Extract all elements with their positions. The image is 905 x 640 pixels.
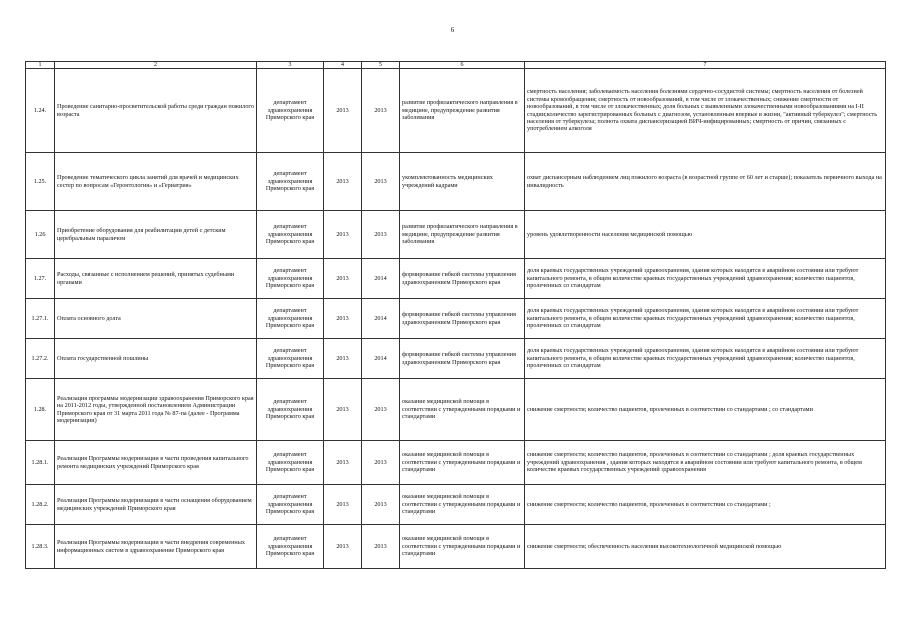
row-number: 1.28. xyxy=(26,379,55,441)
row-number: 1.26 xyxy=(26,211,55,259)
row-number: 1.27.2. xyxy=(26,339,55,379)
target-indicators: снижение смертности; количество пациентов, пролеченных в соответствии со стандартами ; xyxy=(525,485,886,525)
column-number: 3 xyxy=(257,62,324,69)
target-indicators: снижение смертности; обеспеченность населения высокотехнологичной медицинской помощью xyxy=(525,525,886,569)
row-number: 1.27.1. xyxy=(26,299,55,339)
target-indicators: снижение смертности; количество пациентов, пролеченных в соответствии со стандартами ; доля краевых государственных учреждений здравоохранения , здания которых находятся в аварийном состоянии или требуют капитального ремонта, в общем количестве краевых государственных учреждений здравоохранения xyxy=(525,441,886,485)
direction: оказание медицинской помощи в соответствии с утвержденными порядками и стандартами xyxy=(400,441,525,485)
table-row xyxy=(26,441,886,485)
start-year: 2013 xyxy=(324,153,362,211)
measure-description: Реализация Программы модернизации в части проведения капитального ремонта медицинских учреждений Приморского края xyxy=(55,441,257,485)
responsible-department: департамент здравоохранения Приморского края xyxy=(257,525,324,569)
target-indicators: снижение смертности; количество пациентов, пролеченных в соответствии со стандартами ; со стандартами xyxy=(525,379,886,441)
start-year: 2013 xyxy=(324,441,362,485)
table-row xyxy=(26,485,886,525)
row-number: 1.28.2. xyxy=(26,485,55,525)
measure-description: Реализация программы модернизации здравоохранения Приморского края на 2011-2012 годы, утвержденной постановлением Администрации Приморского края от 31 марта 2011 года № 87-па (далее - Программа модернизации) xyxy=(55,379,257,441)
measure-description: Реализация Программы модернизации в части оснащения оборудованием медицинских учреждений Приморского края xyxy=(55,485,257,525)
row-number: 1.25. xyxy=(26,153,55,211)
end-year: 2013 xyxy=(362,211,400,259)
table-row xyxy=(26,259,886,299)
column-number: 2 xyxy=(55,62,257,69)
start-year: 2013 xyxy=(324,211,362,259)
responsible-department: департамент здравоохранения Приморского края xyxy=(257,211,324,259)
column-number: 7 xyxy=(525,62,886,69)
measure-description: Приобретение оборудования для реабилитации детей с детским церебральным параличом xyxy=(55,211,257,259)
end-year: 2013 xyxy=(362,485,400,525)
measure-description: Расходы, связанные с исполнением решений, принятых судебными органами xyxy=(55,259,257,299)
direction: развитие профилактического направления в медицине, предупреждение развития заболевания xyxy=(400,211,525,259)
responsible-department: департамент здравоохранения Приморского края xyxy=(257,339,324,379)
responsible-department: департамент здравоохранения Приморского края xyxy=(257,153,324,211)
end-year: 2013 xyxy=(362,441,400,485)
column-number: 6 xyxy=(400,62,525,69)
start-year: 2013 xyxy=(324,379,362,441)
end-year: 2013 xyxy=(362,153,400,211)
row-number: 1.24. xyxy=(26,69,55,153)
column-number-row xyxy=(26,62,886,69)
target-indicators: смертность населения; заболеваемость населения болезнями сердечно-сосудистой системы; смертность населения от болезней системы кровообращения; смертность от новообразований, в том числе от злокачественных; снижение смертности от новообразований, в том числе от злокачественных; доля больных с выявленными злокачественными новообразованиями на I-II стадии;количество зарегистрированных больных с диагнозом, установленным впервые в жизни, "активный туберкулез"; смертность населения от туберкулеза; полнота охвата диспансеризацией ВИЧ-инфицированных; смертность от причин, связанных с употреблением алкоголя xyxy=(525,69,886,153)
responsible-department: департамент здравоохранения Приморского края xyxy=(257,259,324,299)
target-indicators: доля краевых государственных учреждений здравоохранения, здания которых находятся в аварийном состоянии или требуют капитального ремонта, в общем количестве краевых государственных учреждений здравоохранения; количество пациентов, пролеченных со стандартам xyxy=(525,339,886,379)
direction: оказание медицинской помощи в соответствии с утвержденными порядками и стандартами xyxy=(400,485,525,525)
start-year: 2013 xyxy=(324,69,362,153)
responsible-department: департамент здравоохранения Приморского края xyxy=(257,485,324,525)
end-year: 2014 xyxy=(362,259,400,299)
start-year: 2013 xyxy=(324,485,362,525)
table-row xyxy=(26,211,886,259)
table-row xyxy=(26,525,886,569)
responsible-department: департамент здравоохранения Приморского края xyxy=(257,69,324,153)
direction: оказание медицинской помощи в соответствии с утвержденными порядками и стандартами xyxy=(400,525,525,569)
direction: оказание медицинской помощи в соответствии с утвержденными порядками и стандартами xyxy=(400,379,525,441)
row-number: 1.28.3. xyxy=(26,525,55,569)
start-year: 2013 xyxy=(324,339,362,379)
column-number: 4 xyxy=(324,62,362,69)
measures-table xyxy=(25,61,886,569)
measure-description: Оплата государственной пошлины xyxy=(55,339,257,379)
responsible-department: департамент здравоохранения Приморского края xyxy=(257,441,324,485)
direction: формирование гибкой системы управления здравоохранением Приморского края xyxy=(400,299,525,339)
table-row xyxy=(26,69,886,153)
direction: формирование гибкой системы управления здравоохранением Приморского края xyxy=(400,259,525,299)
table-row xyxy=(26,299,886,339)
row-number: 1.28.1. xyxy=(26,441,55,485)
direction: развитие профилактического направления в медицине, предупреждение развития заболевания xyxy=(400,69,525,153)
direction: укомплектованность медицинских учреждений кадрами xyxy=(400,153,525,211)
end-year: 2013 xyxy=(362,379,400,441)
end-year: 2013 xyxy=(362,525,400,569)
start-year: 2013 xyxy=(324,525,362,569)
column-number: 5 xyxy=(362,62,400,69)
measure-description: Реализация Программы модернизации в части внедрения современных информационных систем в здравоохранение Приморского края xyxy=(55,525,257,569)
responsible-department: департамент здравоохранения Приморского края xyxy=(257,379,324,441)
end-year: 2013 xyxy=(362,69,400,153)
measure-description: Проведение тематического цикла занятий для врачей и медицинских сестер по вопросам «Геронтология» и «Гериатрия» xyxy=(55,153,257,211)
table-row xyxy=(26,339,886,379)
table-row xyxy=(26,153,886,211)
target-indicators: уровень удовлетворенности населения медицинской помощью xyxy=(525,211,886,259)
start-year: 2013 xyxy=(324,299,362,339)
table-row xyxy=(26,379,886,441)
start-year: 2013 xyxy=(324,259,362,299)
responsible-department: департамент здравоохранения Приморского края xyxy=(257,299,324,339)
end-year: 2014 xyxy=(362,299,400,339)
page-number: 6 xyxy=(450,26,455,34)
row-number: 1.27. xyxy=(26,259,55,299)
column-number: 1 xyxy=(26,62,55,69)
measure-description: Оплата основного долга xyxy=(55,299,257,339)
target-indicators: доля краевых государственных учреждений здравоохранения, здания которых находятся в аварийном состоянии или требуют капитального ремонта, в общем количестве краевых государственных учреждений здравоохранения; количество пациентов, пролеченных со стандартам xyxy=(525,259,886,299)
target-indicators: охват диспансерным наблюдением лиц пожилого возраста (в возрастной группе от 60 лет и старше); показатель первичного выхода на инвалидность xyxy=(525,153,886,211)
measure-description: Проведение санитарно-просветительской работы среди граждан пожилого возраста xyxy=(55,69,257,153)
target-indicators: доля краевых государственных учреждений здравоохранения, здания которых находятся в аварийном состоянии или требуют капитального ремонта, в общем количестве краевых государственных учреждений здравоохранения; количество пациентов, пролеченных со стандартам xyxy=(525,299,886,339)
end-year: 2014 xyxy=(362,339,400,379)
direction: формирование гибкой системы управления здравоохранением Приморского края xyxy=(400,339,525,379)
